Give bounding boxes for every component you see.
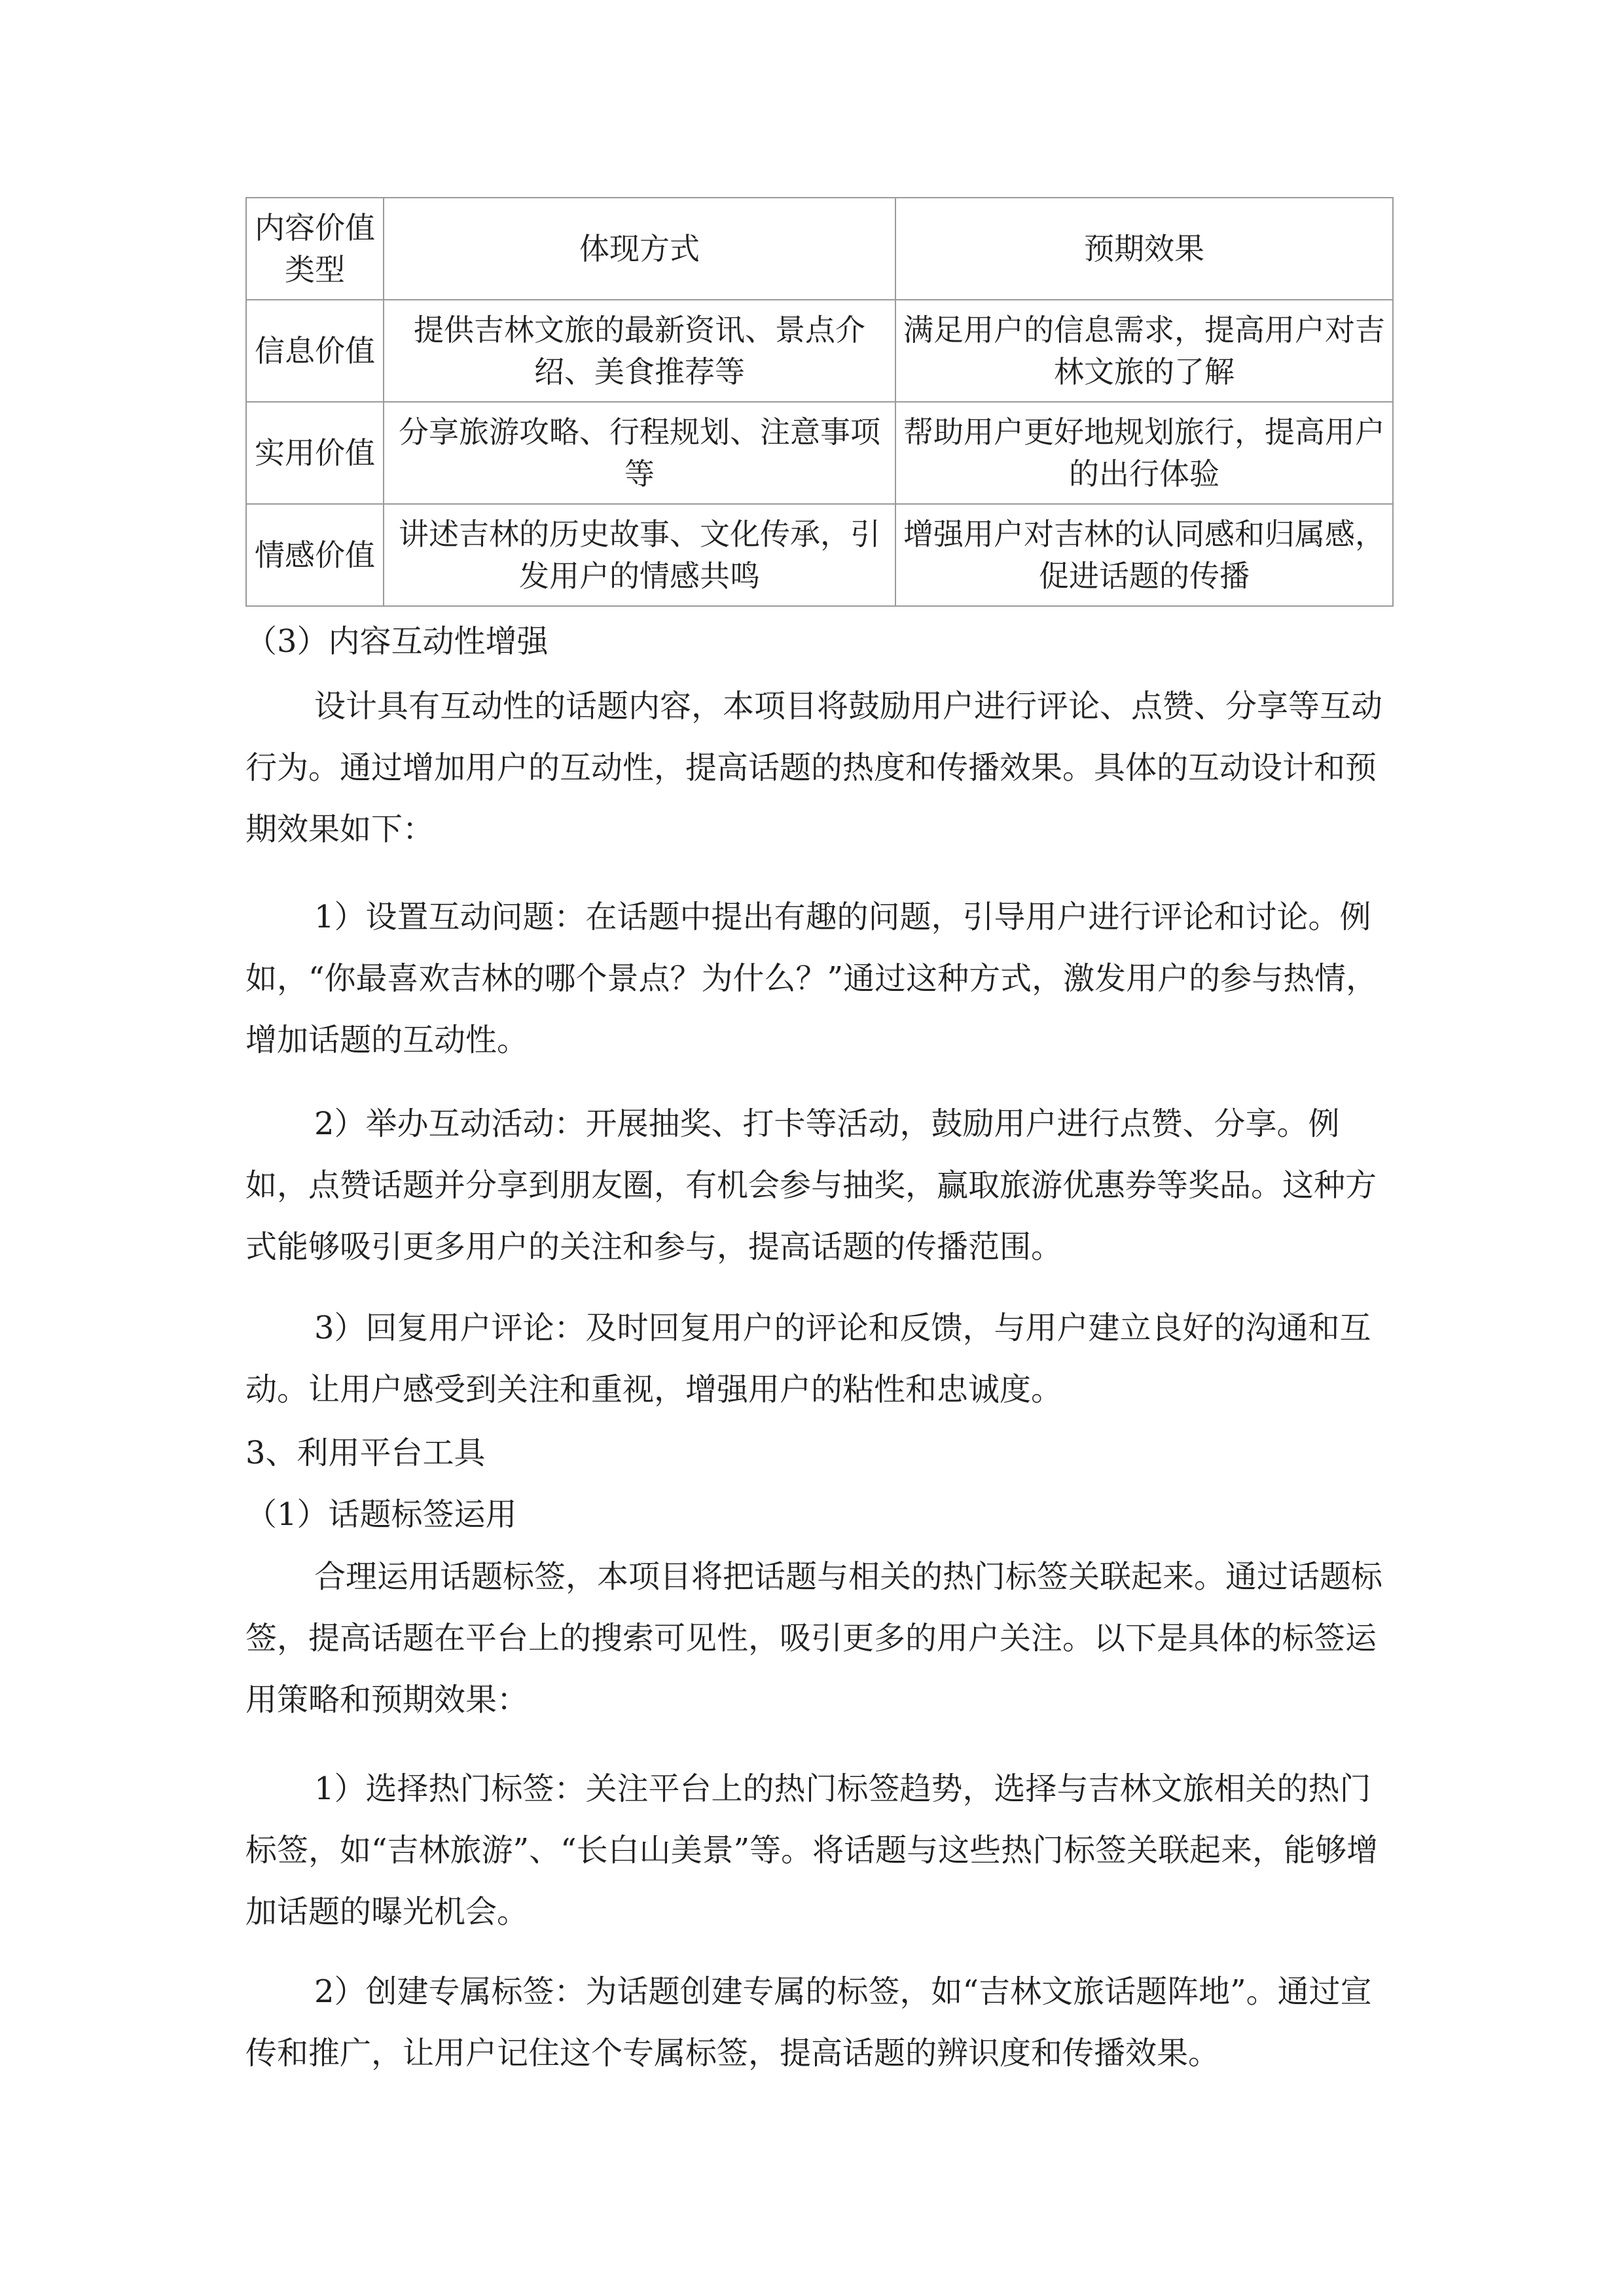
table-cell: 帮助用户更好地规划旅行，提高用户的出行体验 [895, 402, 1393, 504]
list-item: 3）回复用户评论：及时回复用户的评论和反馈，与用户建立良好的沟通和互动。让用户感受到关注和重视，增强用户的粘性和忠诚度。 [245, 1310, 1371, 1408]
list-item: 1）设置互动问题：在话题中提出有趣的问题，引导用户进行评论和讨论。例如，“你最喜欢吉林的哪个景点？为什么？”通过这种方式，激发用户的参与热情，增加话题的互动性。 [245, 899, 1378, 1058]
content-value-table [245, 197, 1394, 607]
table-cell: 实用价值 [246, 402, 384, 504]
table-row [246, 504, 1393, 606]
list-item: 2）创建专属标签：为话题创建专属的标签，如“吉林文旅话题阵地”。通过宣传和推广，让用户记住这个专属标签，提高话题的辨识度和传播效果。 [245, 1973, 1372, 2072]
table-cell: 增强用户对吉林的认同感和归属感，促进话题的传播 [895, 504, 1393, 606]
list-item: 1）选择热门标签：关注平台上的热门标签趋势，选择与吉林文旅相关的热门标签，如“吉林旅游”、“长白山美景”等。将话题与这些热门标签关联起来，能够增加话题的曝光机会。 [245, 1770, 1379, 1930]
table-cell: 满足用户的信息需求，提高用户对吉林文旅的了解 [895, 300, 1393, 402]
paragraph: 设计具有互动性的话题内容，本项目将鼓励用户进行评论、点赞、分享等互动行为。通过增加用户的互动性，提高话题的热度和传播效果。具体的互动设计和预期效果如下： [245, 688, 1383, 848]
subsection-heading: （1）话题标签运用 [245, 1496, 517, 1533]
section-heading: （3）内容互动性增强 [245, 623, 549, 660]
paragraph: 合理运用话题标签，本项目将把话题与相关的热门标签关联起来。通过话题标签，提高话题在平台上的搜索可见性，吸引更多的用户关注。以下是具体的标签运用策略和预期效果： [245, 1558, 1383, 1718]
table-cell: 情感价值 [246, 504, 384, 606]
table-cell: 分享旅游攻略、行程规划、注意事项等 [384, 402, 895, 504]
table-header-cell: 预期效果 [895, 198, 1393, 300]
table-cell: 提供吉林文旅的最新资讯、景点介绍、美食推荐等 [384, 300, 895, 402]
table-cell: 信息价值 [246, 300, 384, 402]
table-row [246, 402, 1393, 504]
table-row [246, 300, 1393, 402]
table-header-cell: 内容价值类型 [246, 198, 384, 300]
list-item: 2）举办互动活动：开展抽奖、打卡等活动，鼓励用户进行点赞、分享。例如，点赞话题并分享到朋友圈，有机会参与抽奖，赢取旅游优惠券等奖品。这种方式能够吸引更多用户的关注和参与，提高话题的传播范围。 [245, 1105, 1377, 1265]
table-header-row [246, 198, 1393, 300]
part-heading: 3、利用平台工具 [245, 1435, 486, 1471]
table-cell: 讲述吉林的历史故事、文化传承，引发用户的情感共鸣 [384, 504, 895, 606]
table-header-cell: 体现方式 [384, 198, 895, 300]
